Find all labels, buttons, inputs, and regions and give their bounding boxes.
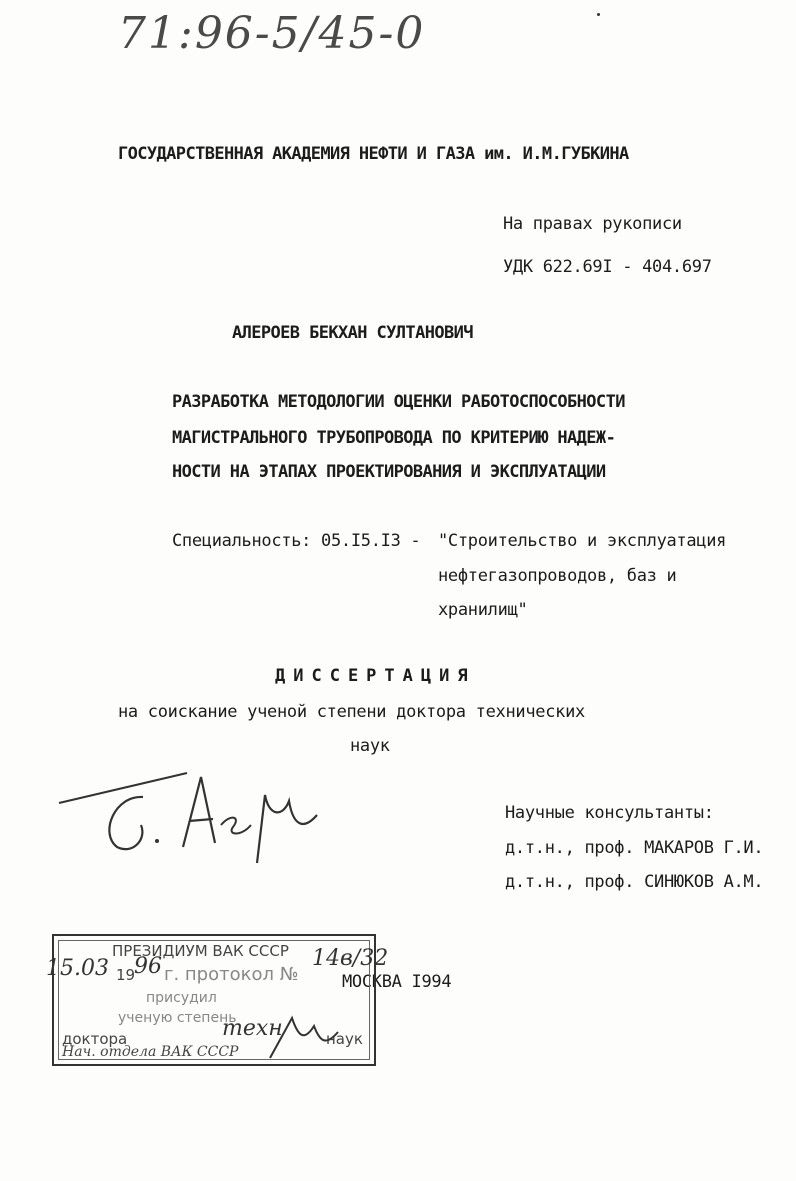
title-line: НОСТИ НА ЭТАПАХ ПРОЕКТИРОВАНИЯ И ЭКСПЛУАТАЦИИ: [172, 462, 606, 482]
degree-line: на соискание ученой степени доктора технических: [118, 702, 585, 722]
stamp-protocol: г. протокол №: [164, 964, 299, 985]
specialty-label: Специальность: 05.I5.I3 -: [172, 531, 421, 551]
author-name: АЛЕРОЕВ БЕКХАН СУЛТАНОВИЧ: [232, 323, 473, 343]
document-type: ДИССЕРТАЦИЯ: [275, 666, 476, 686]
city-year: МОСКВА I994: [342, 972, 452, 992]
author-signature: [55, 755, 335, 865]
specialty-line: "Строительство и эксплуатация: [438, 531, 727, 551]
stamp-date-handwritten: 15.03: [46, 956, 109, 981]
stamp-doctor: доктора: [62, 1030, 128, 1048]
rights-note: На правах рукописи: [503, 214, 682, 234]
consultant-name: д.т.н., проф. СИНЮКОВ А.М.: [505, 872, 764, 892]
stamp-sciences: наук: [326, 1030, 363, 1048]
consultants-heading: Научные консультанты:: [505, 803, 714, 823]
degree-line: наук: [350, 736, 390, 756]
stamp-footer: Нач. отдела ВАК СССР: [62, 1044, 239, 1060]
handwritten-catalog-number: 71:96-5/45-0: [118, 8, 426, 59]
institution-name: ГОСУДАРСТВЕННАЯ АКАДЕМИЯ НЕФТИ И ГАЗА им. И.М.ГУБКИНА: [118, 144, 629, 164]
vak-stamp: [46, 934, 389, 1066]
specialty-line: нефтегазопроводов, баз и: [438, 566, 677, 586]
title-line: МАГИСТРАЛЬНОГО ТРУБОПРОВОДА ПО КРИТЕРИЮ НАДЕЖ-: [172, 428, 616, 448]
consultant-name: д.т.н., проф. МАКАРОВ Г.И.: [505, 838, 764, 858]
title-line: РАЗРАБОТКА МЕТОДОЛОГИИ ОЦЕНКИ РАБОТОСПОСОБНОСТИ: [172, 392, 625, 412]
stamp-field-handwritten: техн: [222, 1016, 283, 1041]
stamp-year-prefix: 19: [116, 966, 136, 984]
stamp-signature: [264, 1006, 344, 1062]
specialty-line: хранилищ": [438, 600, 528, 620]
stamp-degree: ученую степень: [118, 1010, 237, 1026]
stamp-awarded: присудил: [146, 990, 217, 1006]
stamp-year-handwritten: 96: [134, 954, 162, 979]
stamp-presidium: ПРЕЗИДИУМ ВАК СССР: [112, 942, 289, 960]
udk-code: УДК 622.69I - 404.697: [503, 257, 712, 277]
stamp-protocol-handwritten: 14в/32: [312, 946, 389, 971]
ink-dot: [597, 13, 600, 16]
